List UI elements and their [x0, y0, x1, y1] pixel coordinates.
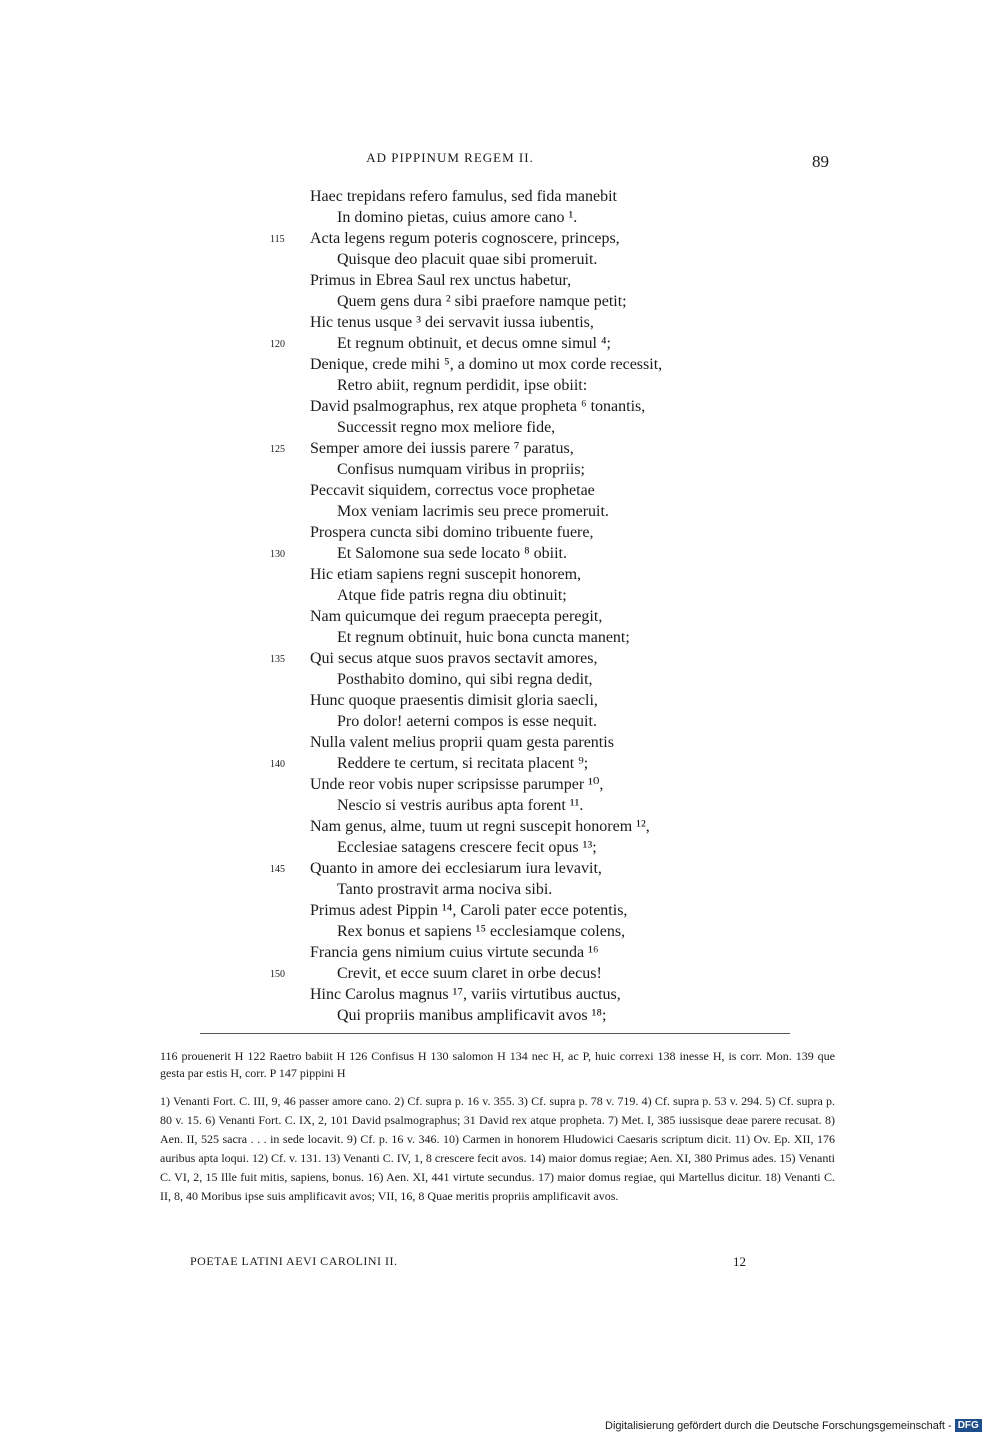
verse-line: [0, 249, 1000, 270]
verse-text: Acta legens regum poteris cognoscere, princeps,: [310, 230, 620, 247]
verse-text: Et regnum obtinuit, et decus omne simul ⁴;: [337, 335, 611, 352]
line-number: 140: [270, 759, 285, 770]
verse-text: David psalmographus, rex atque propheta ⁶ tonantis,: [310, 398, 646, 415]
footnote-divider: [200, 1033, 790, 1034]
verse-text: Nam quicumque dei regum praecepta peregit,: [310, 608, 603, 625]
verse-line: [0, 816, 1000, 837]
verse-text: Ecclesiae satagens crescere fecit opus ¹³;: [337, 839, 597, 856]
verse-line: [0, 480, 1000, 501]
verse-text: Quisque deo placuit quae sibi promeruit.: [337, 251, 598, 268]
verse-line: [0, 228, 1000, 249]
verse-line: [0, 312, 1000, 333]
verse-line: [0, 396, 1000, 417]
verse-text: Nulla valent melius proprii quam gesta parentis: [310, 734, 614, 751]
verse-text: Et regnum obtinuit, huic bona cuncta manent;: [337, 629, 630, 646]
poem-text: [0, 186, 1000, 1026]
verse-text: Hic tenus usque ³ dei servavit iussa iubentis,: [310, 314, 594, 331]
verse-line: [0, 522, 1000, 543]
verse-line: [0, 921, 1000, 942]
verse-text: Mox veniam lacrimis seu prece promeruit.: [337, 503, 609, 520]
verse-text: Nescio si vestris auribus apta forent ¹¹.: [337, 797, 584, 814]
verse-text: Hic etiam sapiens regni suscepit honorem,: [310, 566, 582, 583]
critical-apparatus: 116 prouenerit H 122 Raetro babiit H 126 Confisus H 130 salomon H 134 nec H, ac P, huic correxi 138 inesse H, is corr. Mon. 139 que gesta par estis H, corr. P 147 pippini H: [160, 1049, 835, 1080]
page-number: 89: [812, 152, 829, 171]
line-number: 125: [270, 444, 285, 455]
verse-text: Semper amore dei iussis parere ⁷ paratus,: [310, 440, 574, 457]
verse-line: [0, 837, 1000, 858]
verse-line: [0, 963, 1000, 984]
verse-text: Et Salomone sua sede locato ⁸ obiit.: [337, 545, 567, 562]
verse-line: [0, 648, 1000, 669]
verse-text: Quanto in amore dei ecclesiarum iura levavit,: [310, 860, 602, 877]
line-number: 145: [270, 864, 285, 875]
verse-text: Peccavit siquidem, correctus voce prophetae: [310, 482, 595, 499]
verse-line: [0, 753, 1000, 774]
verse-line: [0, 732, 1000, 753]
verse-text: Qui propriis manibus amplificavit avos ¹⁸;: [337, 1007, 607, 1024]
funding-notice: [605, 1419, 982, 1432]
verse-line: [0, 879, 1000, 900]
funding-text: Digitalisierung gefördert durch die Deutsche Forschungsgemeinschaft -: [605, 1419, 952, 1432]
verse-text: Haec trepidans refero famulus, sed fida manebit: [310, 188, 617, 205]
verse-line: [0, 291, 1000, 312]
verse-text: Qui secus atque suos pravos sectavit amores,: [310, 650, 598, 667]
verse-text: Hunc quoque praesentis dimisit gloria saecli,: [310, 692, 598, 709]
line-number: 135: [270, 654, 285, 665]
verse-line: [0, 564, 1000, 585]
line-number: 150: [270, 969, 285, 980]
verse-text: Rex bonus et sapiens ¹⁵ ecclesiamque colens,: [337, 923, 626, 940]
dfg-logo: DFG: [955, 1419, 982, 1432]
verse-line: [0, 1005, 1000, 1026]
verse-line: [0, 711, 1000, 732]
series-title: POETAE LATINI AEVI CAROLINI II.: [190, 1254, 398, 1268]
verse-line: [0, 858, 1000, 879]
verse-line: [0, 585, 1000, 606]
verse-text: Crevit, et ecce suum claret in orbe decus!: [337, 965, 602, 982]
verse-text: Francia gens nimium cuius virtute secunda ¹⁶: [310, 944, 599, 961]
verse-text: Posthabito domino, qui sibi regna dedit,: [337, 671, 593, 688]
verse-line: [0, 186, 1000, 207]
verse-text: Pro dolor! aeterni compos is esse nequit.: [337, 713, 597, 730]
verse-line: [0, 984, 1000, 1005]
verse-text: Primus in Ebrea Saul rex unctus habetur,: [310, 272, 572, 289]
verse-text: Confisus numquam viribus in propriis;: [337, 461, 585, 478]
verse-line: [0, 606, 1000, 627]
verse-line: [0, 669, 1000, 690]
verse-text: Successit regno mox meliore fide,: [337, 419, 556, 436]
verse-text: Reddere te certum, si recitata placent ⁹;: [337, 755, 589, 772]
verse-line: [0, 795, 1000, 816]
verse-line: [0, 459, 1000, 480]
verse-text: Denique, crede mihi ⁵, a domino ut mox corde recessit,: [310, 356, 663, 373]
running-title: AD PIPPINUM REGEM II.: [366, 150, 534, 165]
verse-line: [0, 417, 1000, 438]
verse-line: [0, 207, 1000, 228]
verse-line: [0, 774, 1000, 795]
verse-text: Atque fide patris regna diu obtinuit;: [337, 587, 567, 604]
verse-line: [0, 354, 1000, 375]
verse-line: [0, 543, 1000, 564]
verse-text: Unde reor vobis nuper scripsisse parumper ¹⁰,: [310, 776, 604, 793]
line-number: 120: [270, 339, 285, 350]
verse-line: [0, 270, 1000, 291]
verse-line: [0, 900, 1000, 921]
verse-text: In domino pietas, cuius amore cano ¹.: [337, 209, 578, 226]
verse-text: Prospera cuncta sibi domino tribuente fuere,: [310, 524, 594, 541]
verse-line: [0, 627, 1000, 648]
signature-mark: 12: [733, 1254, 746, 1269]
verse-line: [0, 375, 1000, 396]
verse-line: [0, 438, 1000, 459]
line-number: 115: [270, 234, 285, 245]
verse-line: [0, 501, 1000, 522]
verse-text: Tanto prostravit arma nociva sibi.: [337, 881, 553, 898]
verse-line: [0, 942, 1000, 963]
verse-line: [0, 333, 1000, 354]
source-notes: 1) Venanti Fort. C. III, 9, 46 passer amore cano. 2) Cf. supra p. 16 v. 355. 3) Cf. supra p. 78 v. 719. 4) Cf. supra p. 53 v. 294. 5) Cf. supra p. 80 v. 15. 6) Venanti Fort. C. IX, 2, 101 David psalmographus; 31 David rex atque propheta. 7) Met. I, 385 iussisque deae parere recusat. 8) Aen. II, 525 sacra . . . in sede locavit. 9) Cf. p. 16 v. 346. 10) Carmen in honorem Hludowici Caesaris scriptum dicit. 11) Ov. Ep. XII, 176 auribus apta loqui. 12) Cf. v. 131. 13) Venanti C. IV, 1, 8 crescere fecit avos. 14) maior domus regiae; Aen. XI, 380 Primus ades. 15) Venanti C. VI, 2, 15 Ille fuit mitis, sapiens, bonus. 16) Aen. XI, 441 virtute secundus. 17) maior domus regiae, qui Martellus dicitur. 18) Venanti C. II, 8, 40 Moribus ipse suis amplificavit avos; VII, 16, 8 Quae meritis propriis amplificavit avos.: [160, 1094, 835, 1203]
verse-text: Retro abiit, regnum perdidit, ipse obiit:: [337, 377, 588, 394]
verse-text: Primus adest Pippin ¹⁴, Caroli pater ecce potentis,: [310, 902, 628, 919]
verse-text: Nam genus, alme, tuum ut regni suscepit honorem ¹²,: [310, 818, 650, 835]
line-number: 130: [270, 549, 285, 560]
verse-text: Quem gens dura ² sibi praefore namque petit;: [337, 293, 627, 310]
verse-line: [0, 690, 1000, 711]
verse-text: Hinc Carolus magnus ¹⁷, variis virtutibus auctus,: [310, 986, 621, 1003]
